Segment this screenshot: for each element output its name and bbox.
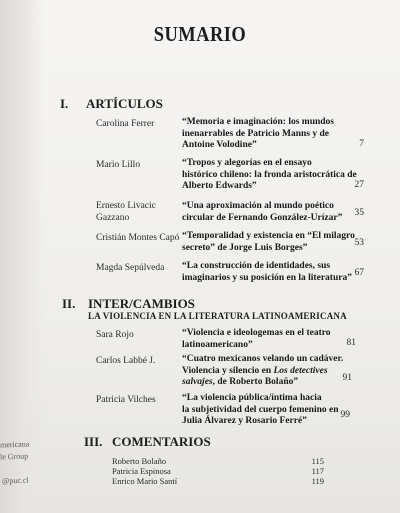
entry-title: “La violencia pública/íntima hacia la subjetividad del cuerpo femenino en Julia Álvarez y Rosario Ferré”: [182, 393, 339, 426]
edge-text-2: le Group: [0, 451, 29, 462]
entry-author: Roberto Bolaño: [112, 456, 167, 466]
entry-page-number: 81: [346, 338, 356, 348]
entry-author: Enrico Mario Santí: [112, 476, 178, 486]
page-title: SUMARIO: [153, 22, 247, 46]
edge-text-3: @puc.cl: [1, 475, 29, 486]
entry-page-number: 35: [354, 208, 364, 218]
section-number: II.: [62, 296, 76, 311]
entry-page-number: 99: [340, 410, 350, 420]
entry-author: Cristián Montes Capó: [96, 233, 180, 243]
underlying-page-edge: [0, 0, 44, 513]
section-title: INTER/CAMBIOS: [88, 296, 195, 311]
entry-page-number: 115: [311, 456, 324, 466]
entry-title: “Memoria e imaginación: los mundos inenarrables de Patricio Manns y de Antoine Volodine”: [182, 117, 334, 150]
entry-author: Mario Lillo: [96, 160, 141, 170]
entry-author: Carolina Ferrer: [96, 119, 155, 129]
entry-page-number: 119: [311, 476, 324, 486]
entry-title: “Tropos y alegorías en el ensayo histórico chileno: la fronda aristocrática de Alberto Edwards”: [182, 158, 357, 191]
entry-page-number: 7: [359, 139, 364, 149]
section-number: III.: [84, 434, 103, 449]
entry-title: “Violencia e ideologemas en el teatro latinoamericano”: [182, 328, 331, 350]
entry-page-number: 53: [354, 238, 364, 248]
entry-title: “Temporalidad y existencia en “El milagro secreto” de Jorge Luis Borges”: [182, 231, 355, 253]
section-title: COMENTARIOS: [112, 434, 211, 449]
section-title: ARTÍCULOS: [86, 96, 163, 111]
section-subtitle: LA VIOLENCIA EN LA LITERATURA LATINOAMERICANA: [88, 311, 347, 321]
entry-title: “La construcción de identidades, sus imaginarios y su posición en la literatura”: [182, 261, 352, 283]
entry-author: Patricia Vilches: [96, 395, 156, 405]
entry-author: Magda Sepúlveda: [96, 263, 165, 273]
entry-author: Carlos Labbé J.: [96, 356, 156, 366]
edge-text-1: mericana: [0, 439, 30, 450]
entry-author: Sara Rojo: [96, 330, 134, 340]
section-number: I.: [60, 96, 69, 111]
entry-page-number: 27: [354, 180, 364, 190]
entry-page-number: 67: [354, 268, 364, 278]
entry-title: “Cuatro mexicanos velando un cadáver. Violencia y silencio en Los detectives salvajes, de Roberto Bolaño”: [182, 354, 344, 387]
entry-title: “Una aproximación al mundo poético circular de Fernando González-Urízar”: [182, 201, 343, 223]
entry-author: Ernesto Livacic Gazzano: [96, 201, 156, 223]
entry-author: Patricia Espinosa: [112, 466, 171, 476]
entry-page-number: 117: [311, 466, 324, 476]
entry-page-number: 91: [342, 373, 352, 383]
